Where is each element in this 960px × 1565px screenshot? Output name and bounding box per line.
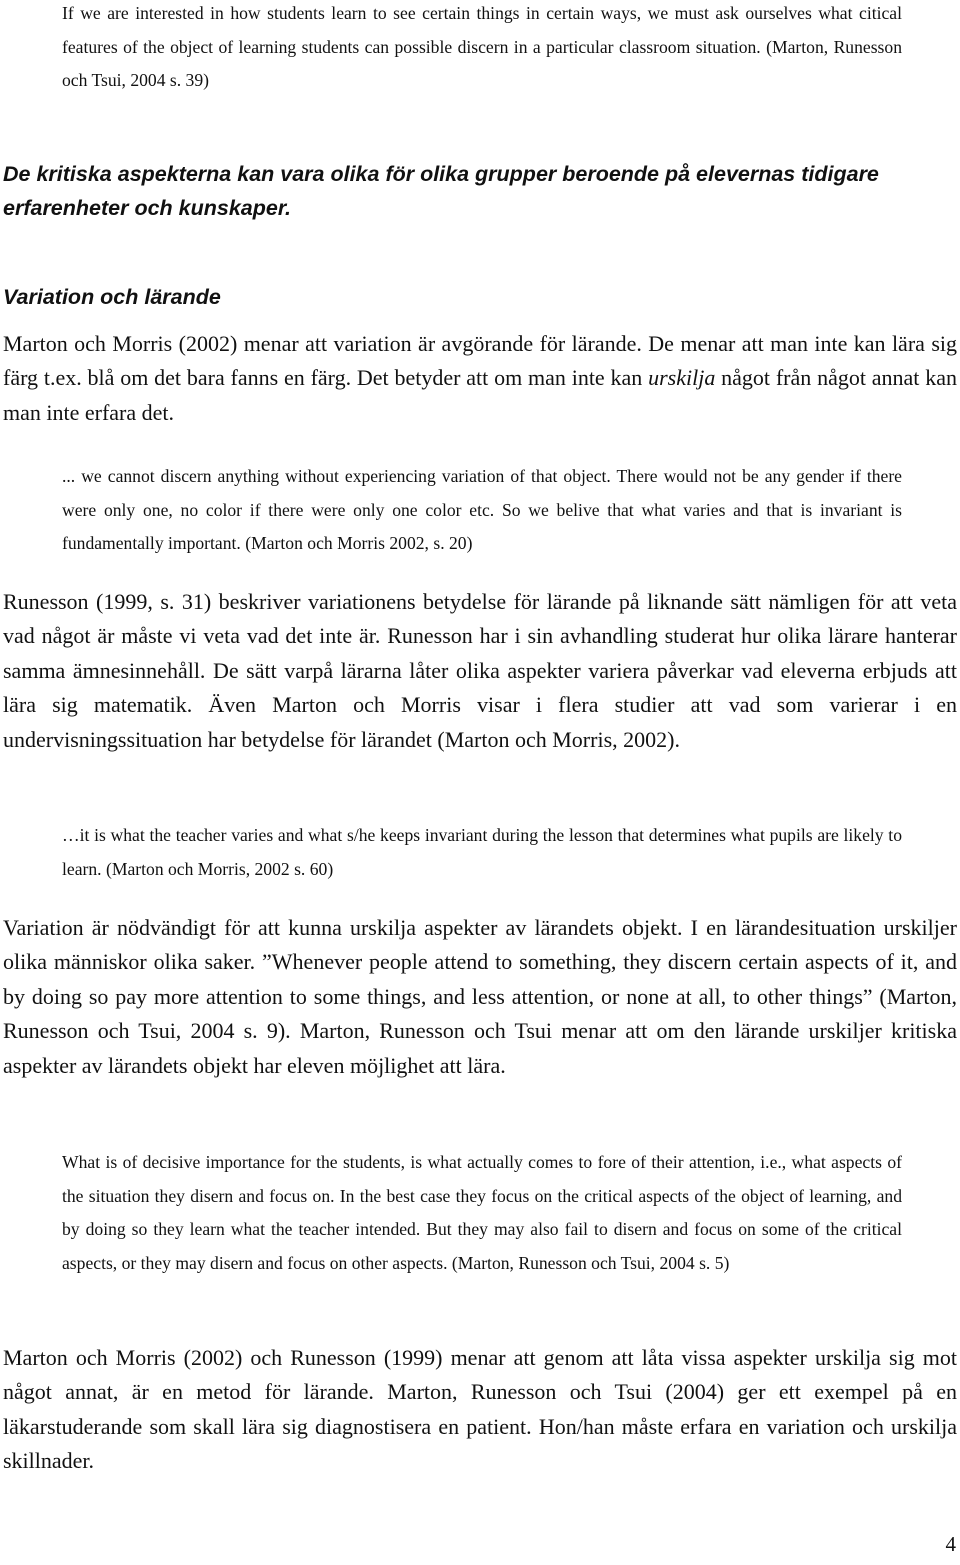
italic-term-urskilja: urskilja: [648, 365, 716, 391]
block-quote-marton-runesson-tsui-39: If we are interested in how students learn to see certain things in certain ways, we must ask ourselves what citical features of the object of learning students can possible discern in a particular classroom situation. (Marton, Runesson och Tsui, 2004 s. 39): [62, 3, 902, 91]
block-quote-marton-morris-60: …it is what the teacher varies and what s/he keeps invariant during the lesson that determines what pupils are likely to learn. (Marton och Morris, 2002 s. 60): [62, 825, 902, 879]
block-quote-marton-morris-20: ... we cannot discern anything without experiencing variation of that object. There would not be any gender if there were only one, no color if there were only one color etc. So we belive that what varies and that is invariant is fundamentally important. (Marton och Morris 2002, s. 20): [62, 466, 902, 554]
page-number: 4: [945, 1532, 956, 1556]
block-quote-marton-runesson-tsui-5: What is of decisive importance for the students, is what actually comes to fore of their attention, i.e., what aspects of the situation they disern and focus on. In the best case they focus on the critical aspects of the object of learning, and by doing so they learn what the teacher intended. But they may also fail to disern and focus on some of the critical aspects, or they may disern and focus on other aspects. (Marton, Runesson och Tsui, 2004 s. 5): [62, 1152, 902, 1273]
paragraph-text: Marton och Morris (2002) menar att variation är avgörande för lärande. De menar att man inte kan lära sig färg t.ex. blå om det bara fanns en färg. Det betyder att om man inte kan: [3, 331, 957, 391]
paragraph-text: något från något annat kan man inte erfara det.: [3, 365, 957, 425]
section-heading-variation: Variation och lärande: [3, 285, 221, 309]
paragraph-variation-intro: [3, 327, 957, 430]
paragraph-method-for-learning: Marton och Morris (2002) och Runesson (1999) menar att genom att låta vissa aspekter urskilja sig mot något annat, är en metod för lärande. Marton, Runesson och Tsui (2004) ger ett exempel på en läkarstuderande som skall lära sig diagnostisera en patient. Hon/han måste erfara en variation och urskilja skillnader.: [3, 1345, 957, 1474]
paragraph-runesson: Runesson (1999, s. 31) beskriver variationens betydelse för lärande på liknande sätt nämligen för att veta vad något är måste vi veta vad det inte är. Runesson har i sin avhandling studerat hur olika lärare hanterar samma ämnesinnehåll. De sätt varpå lärarna låter olika aspekter variera påverkar vad eleverna erbjuds att lära sig matematik. Även Marton och Morris visar i flera studier att vad som varierar i en undervisningssituation har betydelse för lärandet (Marton och Morris, 2002).: [3, 589, 957, 752]
paragraph-variation-necessary: Variation är nödvändigt för att kunna urskilja aspekter av lärandets objekt. I en lärandesituation urskiljer olika människor olika saker. ”Whenever people attend to something, they discern certain aspects of it, and by doing so pay more attention to some things, and less attention, or none at all, to other things” (Marton, Runesson och Tsui, 2004 s. 9). Marton, Runesson och Tsui menar att om den lärande urskiljer kritiska aspekter av lärandets objekt har eleven möjlighet att lära.: [3, 915, 957, 1078]
italic-heading-critical-aspects: De kritiska aspekterna kan vara olika för olika grupper beroende på elevernas tidigare erfarenheter och kunskaper.: [3, 162, 879, 220]
